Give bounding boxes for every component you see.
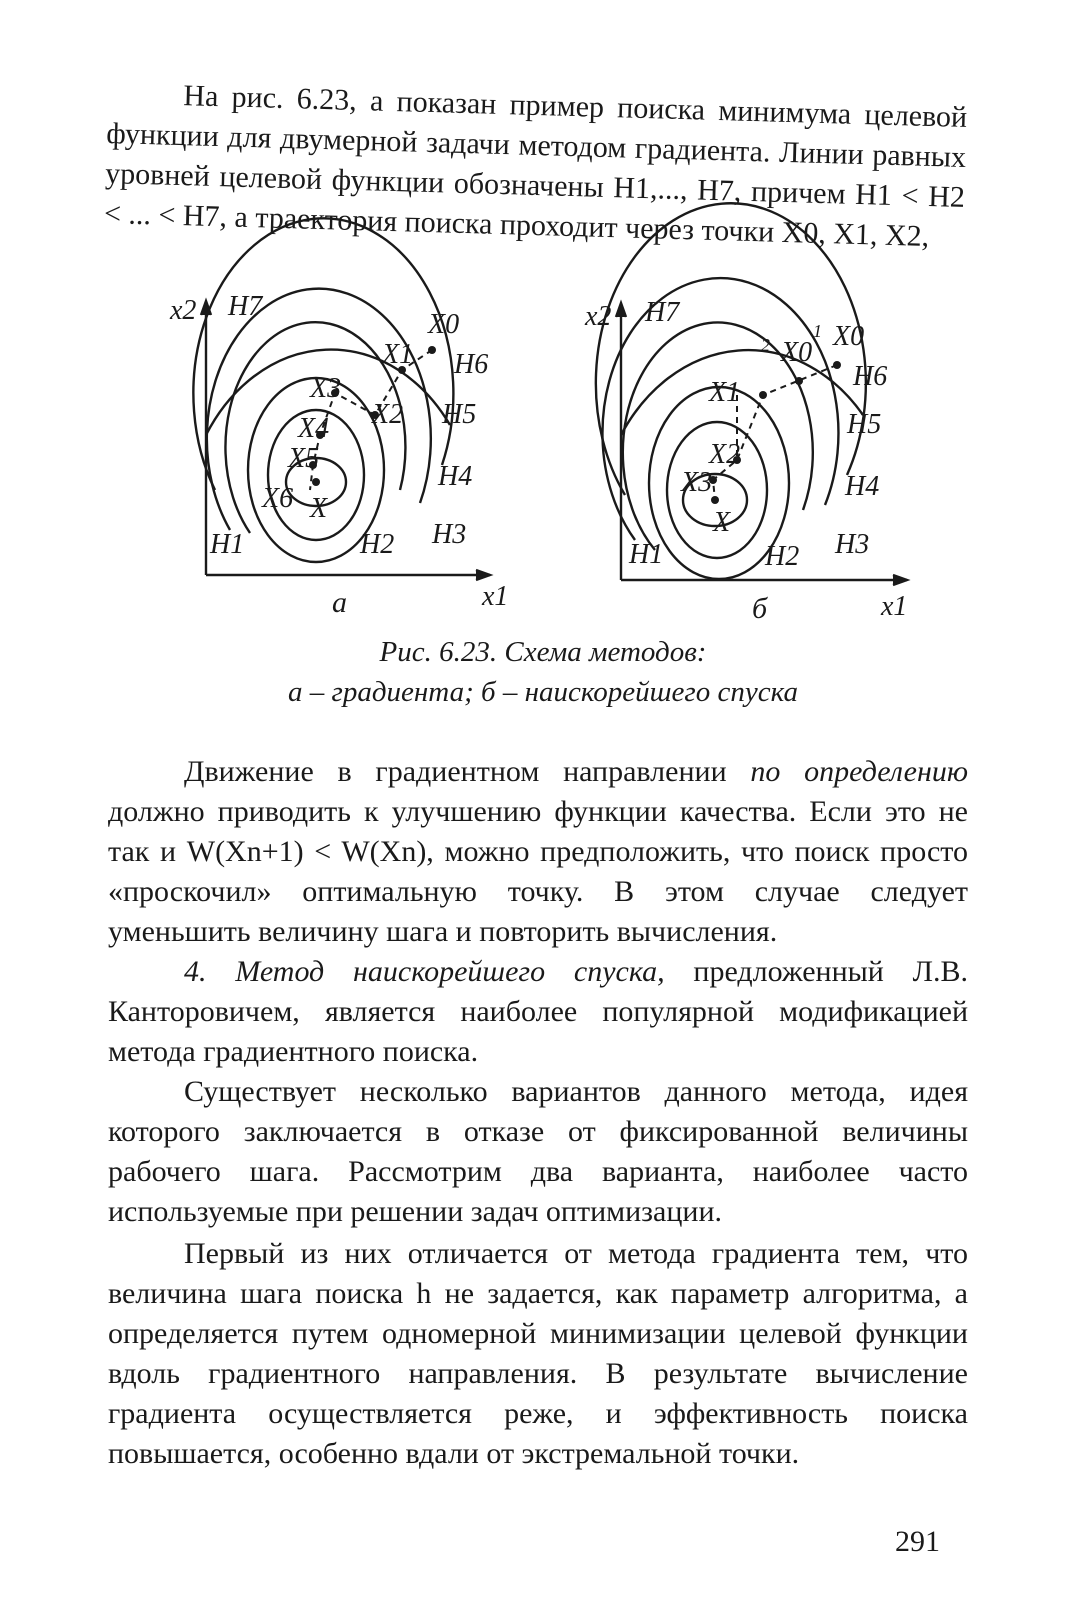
label-h2: H2 <box>765 541 800 572</box>
label-h2: H2 <box>360 529 395 560</box>
point-x0 <box>833 361 841 369</box>
point-x1 <box>759 391 767 399</box>
label-h6: H6 <box>454 349 489 380</box>
label-x0: X0 <box>428 309 460 340</box>
y-axis-arrow <box>616 303 626 317</box>
label-x2: X2 <box>709 439 741 470</box>
y-axis-label: x2 <box>585 301 612 332</box>
label-x2: X2 <box>372 399 404 430</box>
label-h4: H4 <box>438 461 473 492</box>
label-h6: H6 <box>853 361 888 392</box>
label-h7: H7 <box>228 291 263 322</box>
label-x4: X4 <box>298 413 330 444</box>
y-axis-label: x2 <box>170 295 197 326</box>
x-axis-arrow <box>893 575 907 585</box>
figure-caption-line1: Рис. 6.23. Схема методов: <box>379 636 707 668</box>
label-x5: X5 <box>288 443 320 474</box>
label-h3: H3 <box>432 519 467 550</box>
label-h1: H1 <box>210 529 245 560</box>
label-x3: X3 <box>310 373 342 404</box>
label-h1: H1 <box>629 539 664 570</box>
paragraph-1: Движение в градиентном направлении по определению должно приводить к улучшению функции качества. Если это не так и W(Xn+1) < W(Xn), можно предположить, что поиск просто «проскочил» оптимальную точку. В этом случае следует уменьшить величину шага и повторить вычисления. <box>108 755 969 948</box>
label-h4: H4 <box>845 471 880 502</box>
label-x1: X1 <box>709 377 741 408</box>
figure-panel-a <box>170 285 530 615</box>
label-h3: H3 <box>835 529 870 560</box>
label-x0-prime: X0 <box>781 337 813 368</box>
label-x1: X1 <box>382 339 414 370</box>
label-x0: X0 <box>833 321 865 352</box>
label-index-2: 2 <box>761 335 770 355</box>
label-h7: H7 <box>645 297 680 328</box>
label-index-1: 1 <box>813 321 822 341</box>
x-axis-label: x1 <box>482 581 509 612</box>
point-x-opt <box>312 478 320 486</box>
x-axis-label: x1 <box>881 591 908 622</box>
label-h5: H5 <box>847 409 882 440</box>
panel-b-label: б <box>752 592 768 625</box>
contour-h6 <box>193 218 453 490</box>
label-x-opt: X <box>310 493 328 524</box>
x-axis-arrow <box>476 570 490 580</box>
paragraph-3: Существует несколько вариантов данного метода, идея которого заключается в отказе от фиксированной величины рабочего шага. Рассмотрим два варианта, наиболее часто используемые при решении задач оптимизации. <box>108 1075 968 1228</box>
paragraph-2: 4. Метод наискорейшего спуска, предложенный Л.В. Канторовичем, является наиболее популярной модификацией метода градиентного поиска. <box>108 955 968 1068</box>
panel-a-label: а <box>332 586 347 619</box>
page-number: 291 <box>895 1525 940 1558</box>
label-x3: X3 <box>681 467 713 498</box>
point-x-opt <box>711 496 719 504</box>
label-h5: H5 <box>442 399 477 430</box>
paragraph-4: Первый из них отличается от метода градиента тем, что величина шага поиска h не задается, как параметр алгоритма, а определяется путем одномерной минимизации целевой функции вдоль градиентного направления. В результате вычисление градиента осуществляется реже, и эффективность поиска повышается, особенно вдали от экстремальной точки. <box>108 1237 968 1470</box>
intro-paragraph: На рис. 6.23, а показан пример поиска минимума целевой функции для двумерной задачи методом градиента. Линии равных уровней целевой функции обозначены H1,..., H7, причем H1 < H2 < ... < H7, а траектория поиска проходит через точки X0, X1, X2, <box>103 79 968 253</box>
figure-panel-b <box>585 285 945 622</box>
label-x-opt: X <box>713 507 731 538</box>
label-x6: X6 <box>262 483 294 514</box>
figure-caption-line2: а – градиента; б – наискорейшего спуска <box>288 676 798 708</box>
point-x0 <box>428 346 436 354</box>
point-x0-2 <box>795 377 803 385</box>
